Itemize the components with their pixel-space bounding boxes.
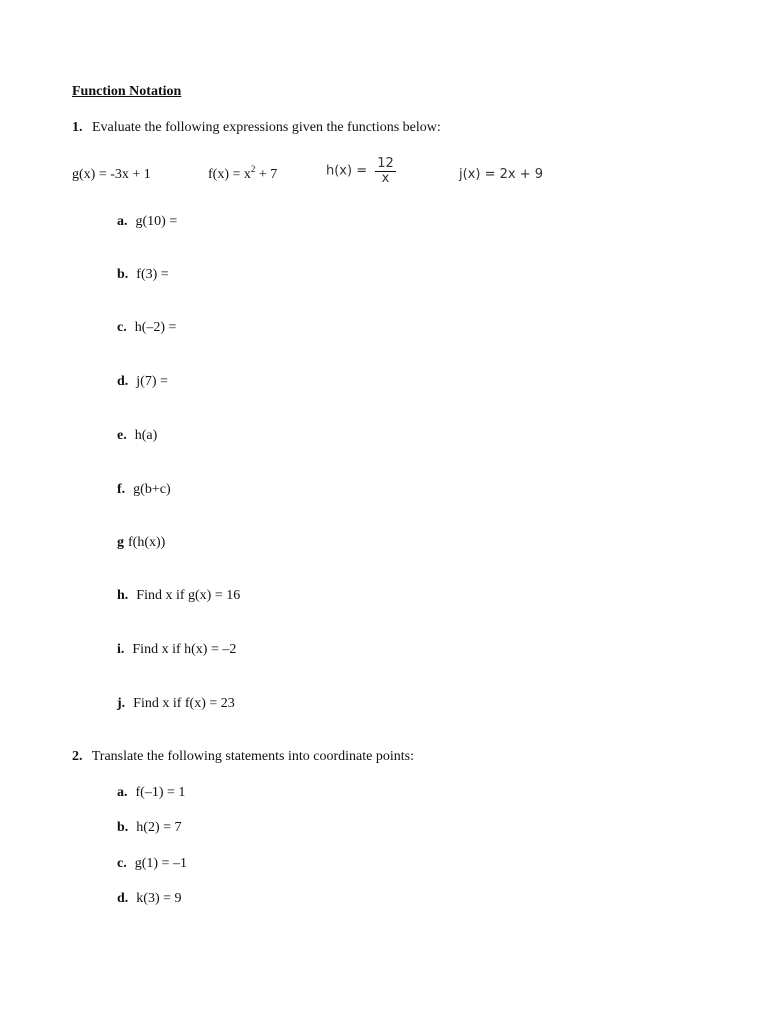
item-text: f(h(x)) xyxy=(128,535,166,550)
item-label: j. xyxy=(117,696,126,711)
item-text: g(10) = xyxy=(135,214,178,229)
question-2-number: 2. xyxy=(72,749,83,764)
item-text: k(3) = 9 xyxy=(136,891,182,906)
item-text: f(–1) = 1 xyxy=(135,785,186,800)
q1-item-h xyxy=(117,588,240,604)
question-1-text: Evaluate the following expressions given the functions below: xyxy=(92,120,441,135)
item-text: Find x if h(x) = –2 xyxy=(132,642,237,657)
q1-item-c xyxy=(117,320,176,336)
item-text: g(b+c) xyxy=(133,482,171,497)
item-label: b. xyxy=(117,267,129,282)
question-1-number: 1. xyxy=(72,120,83,135)
item-label: e. xyxy=(117,428,127,443)
item-text: h(2) = 7 xyxy=(136,820,182,835)
q1-item-b xyxy=(117,267,169,283)
item-label: d. xyxy=(117,891,129,906)
q1-item-j xyxy=(117,696,235,712)
question-2-prompt xyxy=(72,749,414,765)
item-text: h(–2) = xyxy=(134,320,177,335)
item-label: f. xyxy=(117,482,126,497)
question-2-text: Translate the following statements into coordinate points: xyxy=(91,749,414,764)
function-j: j(x) = 2x + 9 xyxy=(459,167,543,182)
item-text: j(7) = xyxy=(136,374,168,389)
function-h-numerator: 12 xyxy=(377,156,394,171)
q1-item-f xyxy=(117,482,171,498)
page-title: Function Notation xyxy=(72,84,182,99)
function-f xyxy=(208,164,278,183)
q1-item-d xyxy=(117,374,168,390)
item-text: Find x if g(x) = 16 xyxy=(136,588,241,603)
function-h xyxy=(326,157,396,185)
item-label: b. xyxy=(117,820,129,835)
function-h-denominator: x xyxy=(381,170,390,186)
item-text: f(3) = xyxy=(136,267,169,282)
item-label: c. xyxy=(117,856,127,871)
function-f-tail: + 7 xyxy=(255,167,278,182)
q1-item-e xyxy=(117,428,157,444)
item-label: d. xyxy=(117,374,129,389)
function-h-fraction xyxy=(375,157,396,185)
function-f-base: f(x) = x xyxy=(208,167,251,182)
q2-item-c xyxy=(117,856,187,872)
item-text: g(1) = –1 xyxy=(134,856,187,871)
q1-item-g xyxy=(117,535,165,551)
item-label: g xyxy=(117,535,124,550)
function-h-lhs: h(x) = xyxy=(326,163,368,179)
q1-item-i xyxy=(117,642,236,658)
q2-item-b xyxy=(117,820,182,836)
q2-item-d xyxy=(117,891,182,907)
function-g: g(x) = -3x + 1 xyxy=(72,167,151,182)
question-1-prompt xyxy=(72,120,441,136)
item-text: Find x if f(x) = 23 xyxy=(133,696,235,711)
function-f-exponent: 2 xyxy=(250,164,256,174)
q2-item-a xyxy=(117,785,185,801)
item-label: h. xyxy=(117,588,129,603)
item-label: a. xyxy=(117,785,128,800)
item-label: i. xyxy=(117,642,125,657)
item-label: a. xyxy=(117,214,128,229)
item-text: h(a) xyxy=(134,428,158,443)
item-label: c. xyxy=(117,320,127,335)
q1-item-a xyxy=(117,214,177,230)
